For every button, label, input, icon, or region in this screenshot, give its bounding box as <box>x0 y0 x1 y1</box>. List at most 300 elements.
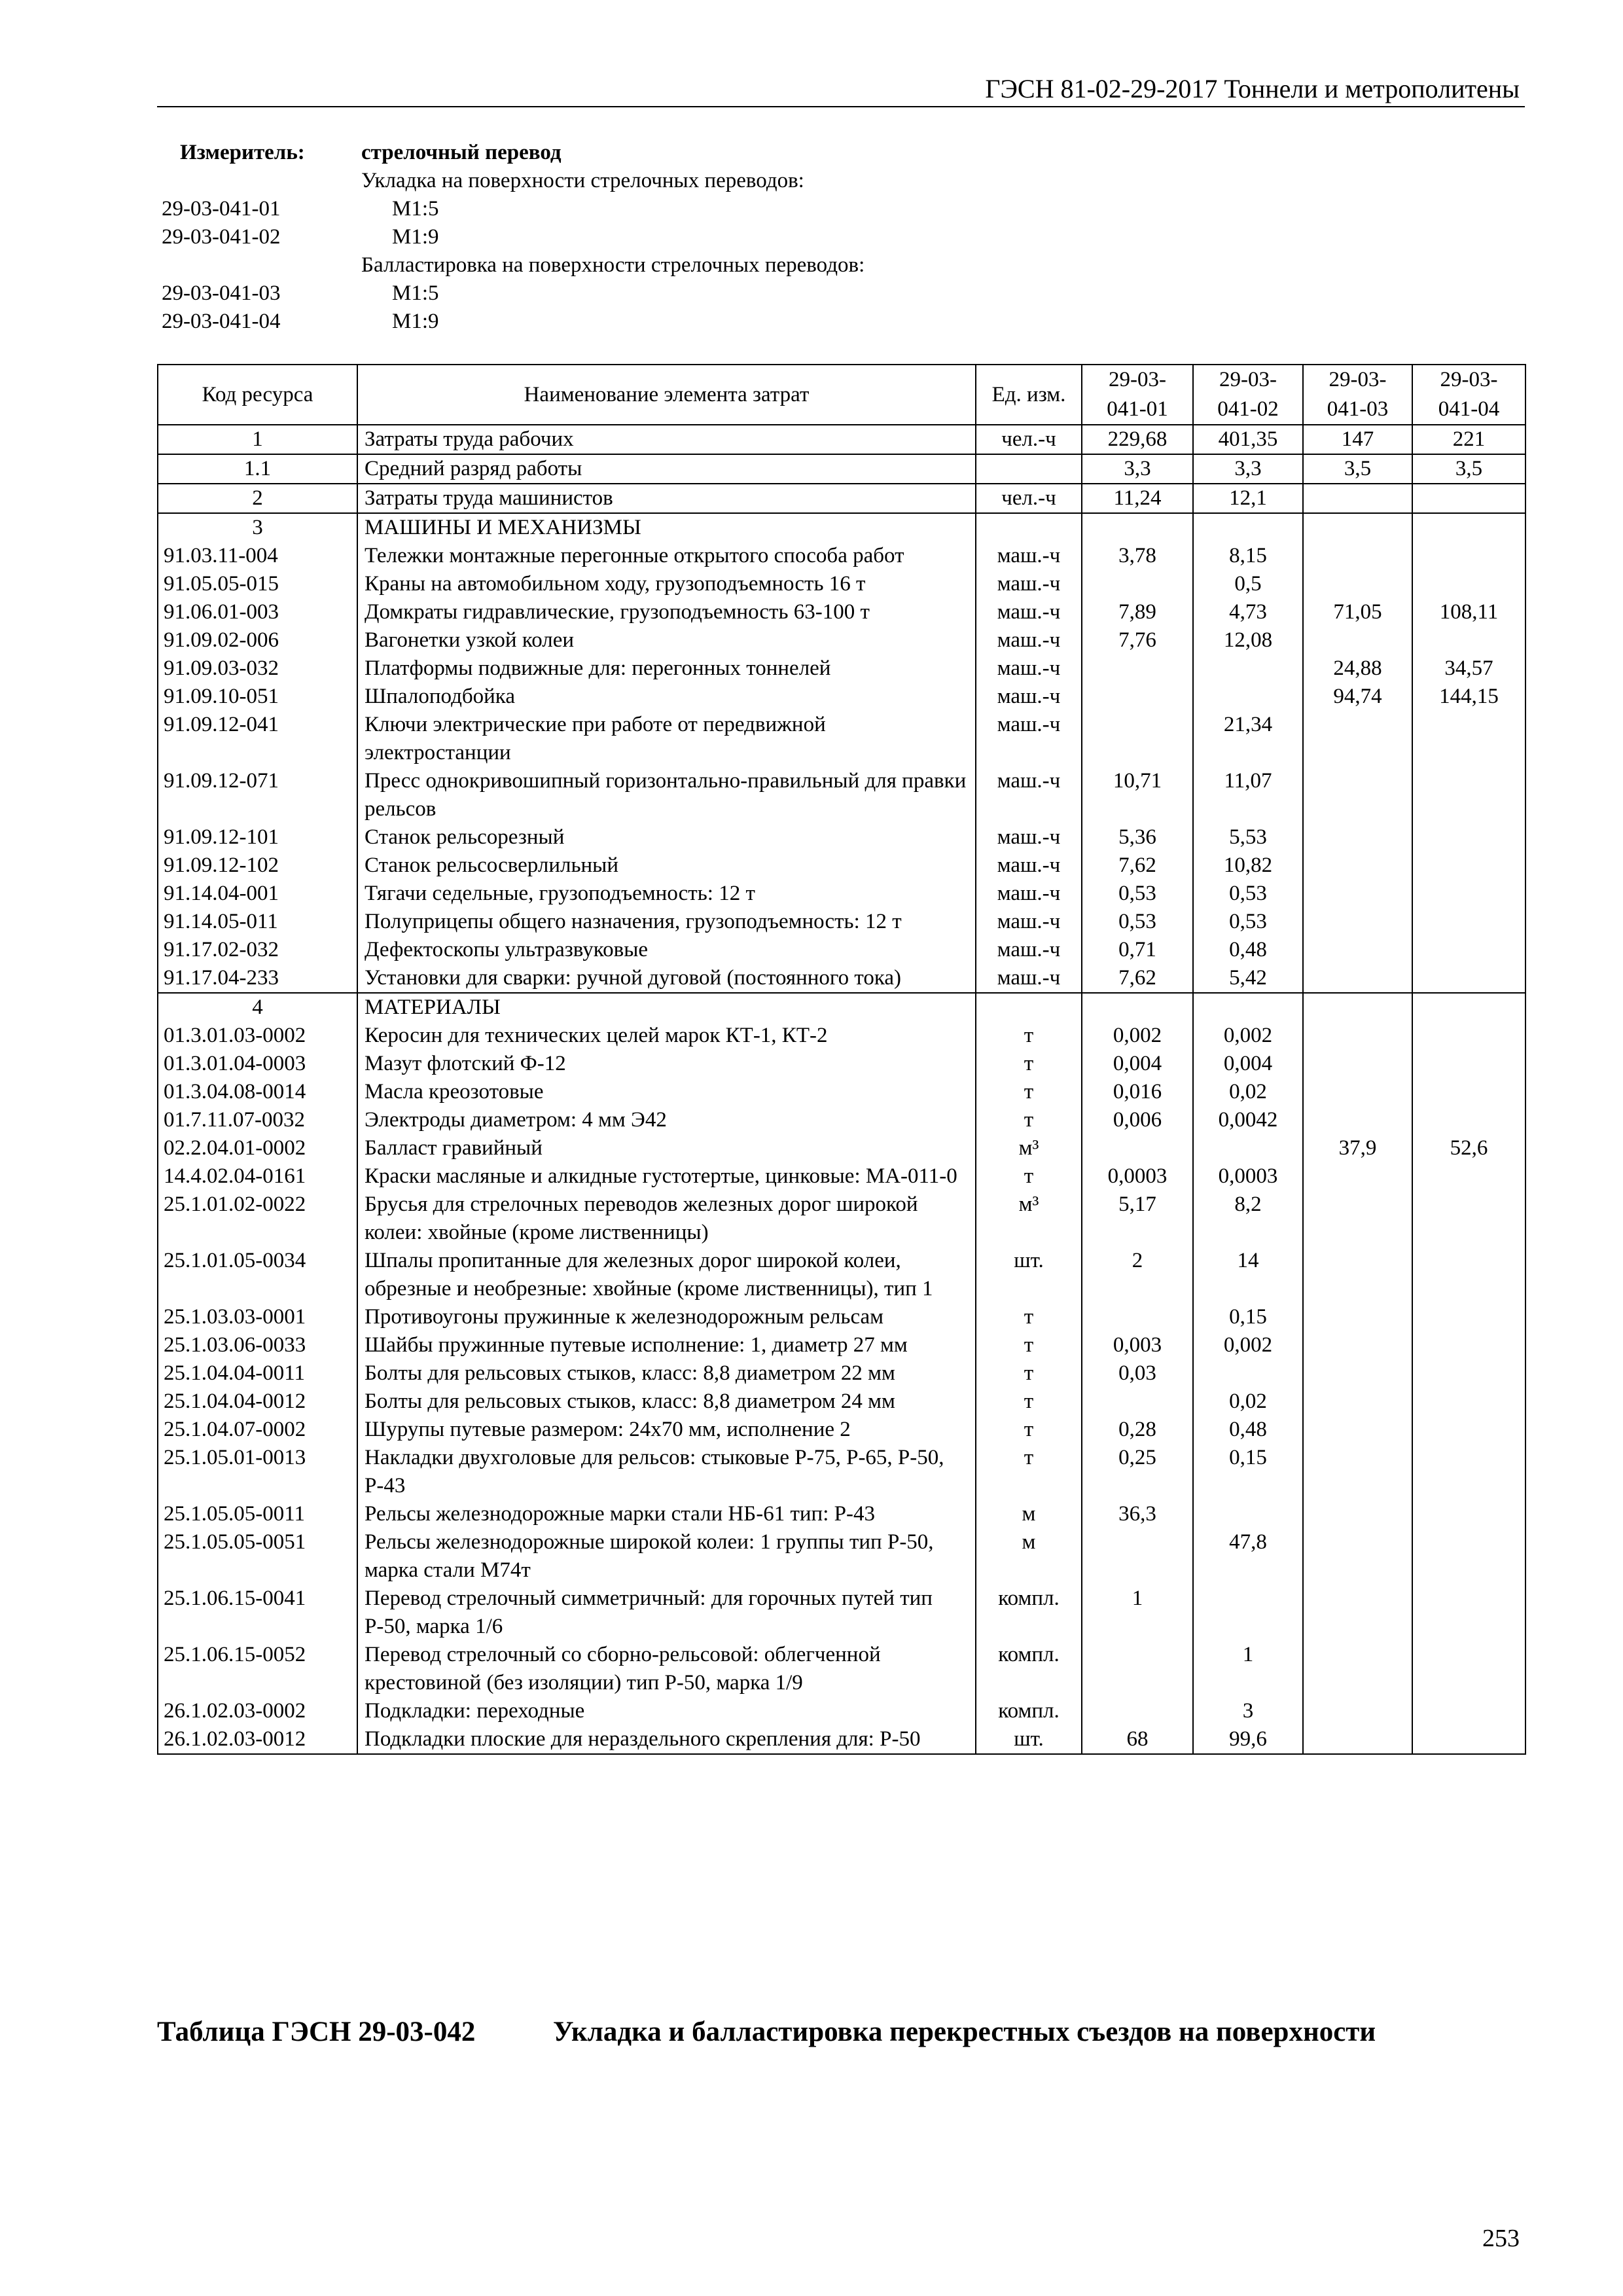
next-table-title: Укладка и балластировка перекрестных съездов на поверхности <box>553 2017 1376 2047</box>
table-row <box>158 908 1525 936</box>
cell-041-02: 401,35 <box>1193 425 1303 454</box>
cell-041-02: 3,3 <box>1193 454 1303 484</box>
cell-name: Тягачи седельные, грузоподъемность: 12 т <box>357 880 976 908</box>
cell-041-02: 0,15 <box>1193 1444 1303 1500</box>
cell-code: 91.14.05-011 <box>158 908 357 936</box>
cell-041-03 <box>1303 1078 1412 1106</box>
cell-041-01: 0,002 <box>1082 1022 1193 1050</box>
header-col-part: 041-04 <box>1438 397 1500 421</box>
meter-item-code: 29-03-041-01 <box>162 197 281 221</box>
cell-unit: т <box>976 1331 1082 1359</box>
cell-041-02: 10,82 <box>1193 852 1303 880</box>
cell-041-03 <box>1303 993 1412 1022</box>
cell-041-03 <box>1303 1247 1412 1303</box>
cell-041-01: 0,016 <box>1082 1078 1193 1106</box>
cell-041-01 <box>1082 1303 1193 1331</box>
cell-041-04 <box>1412 936 1525 964</box>
cell-code: 25.1.06.15-0041 <box>158 1585 357 1641</box>
table-row <box>158 1303 1525 1331</box>
cell-code: 25.1.05.05-0051 <box>158 1528 357 1585</box>
cell-unit: компл. <box>976 1585 1082 1641</box>
cell-041-03 <box>1303 570 1412 598</box>
table-row <box>158 1106 1525 1134</box>
cell-name: Перевод стрелочный со сборно-рельсовой: облегченной крестовиной (без изоляции) тип Р-50, марка 1/9 <box>357 1641 976 1697</box>
cell-unit: т <box>976 1162 1082 1191</box>
cell-041-01: 7,76 <box>1082 626 1193 655</box>
cell-unit: шт. <box>976 1247 1082 1303</box>
cell-041-03 <box>1303 626 1412 655</box>
table-row <box>158 1444 1525 1500</box>
cell-code: 91.09.12-102 <box>158 852 357 880</box>
cell-041-02 <box>1193 513 1303 542</box>
cell-code: 14.4.02.04-0161 <box>158 1162 357 1191</box>
table-row <box>158 683 1525 711</box>
cell-unit <box>976 513 1082 542</box>
next-table-label: Таблица ГЭСН 29-03-042 <box>157 2017 476 2047</box>
table-row <box>158 655 1525 683</box>
cell-041-04 <box>1412 1162 1525 1191</box>
cell-041-01: 11,24 <box>1082 484 1193 513</box>
cell-041-04 <box>1412 570 1525 598</box>
cell-name: Керосин для технических целей марок КТ-1, КТ-2 <box>357 1022 976 1050</box>
cell-041-03 <box>1303 1331 1412 1359</box>
cell-unit: т <box>976 1078 1082 1106</box>
cell-041-02: 0,004 <box>1193 1050 1303 1078</box>
cell-041-02: 0,48 <box>1193 936 1303 964</box>
cell-041-04 <box>1412 1444 1525 1500</box>
cell-name: Установки для сварки: ручной дуговой (постоянного тока) <box>357 964 976 993</box>
cell-code: 25.1.05.01-0013 <box>158 1444 357 1500</box>
cell-041-02: 0,53 <box>1193 880 1303 908</box>
cell-code: 91.17.02-032 <box>158 936 357 964</box>
table-row <box>158 1050 1525 1078</box>
table-row <box>158 425 1525 454</box>
cell-unit: маш.-ч <box>976 823 1082 852</box>
table-row <box>158 767 1525 823</box>
cell-041-04: 34,57 <box>1412 655 1525 683</box>
cell-041-01: 229,68 <box>1082 425 1193 454</box>
cell-code: 2 <box>158 484 357 513</box>
cell-041-03 <box>1303 964 1412 993</box>
cell-041-03 <box>1303 880 1412 908</box>
cell-name: Шпалоподбойка <box>357 683 976 711</box>
cell-041-02: 0,0003 <box>1193 1162 1303 1191</box>
cell-041-02 <box>1193 683 1303 711</box>
cell-041-03: 24,88 <box>1303 655 1412 683</box>
cell-name: Болты для рельсовых стыков, класс: 8,8 диаметром 24 мм <box>357 1388 976 1416</box>
cell-041-03 <box>1303 484 1412 513</box>
cell-041-04: 144,15 <box>1412 683 1525 711</box>
cell-name: Вагонетки узкой колеи <box>357 626 976 655</box>
cell-code: 91.09.03-032 <box>158 655 357 683</box>
cell-code: 26.1.02.03-0002 <box>158 1697 357 1725</box>
cell-041-03 <box>1303 852 1412 880</box>
cell-unit: т <box>976 1022 1082 1050</box>
cell-041-04 <box>1412 711 1525 767</box>
cell-041-01: 5,36 <box>1082 823 1193 852</box>
cell-041-02: 0,02 <box>1193 1078 1303 1106</box>
cell-041-01: 7,89 <box>1082 598 1193 626</box>
table-row <box>158 1134 1525 1162</box>
cell-code: 91.03.11-004 <box>158 542 357 570</box>
cell-041-01: 3,78 <box>1082 542 1193 570</box>
cell-041-04 <box>1412 964 1525 993</box>
cell-041-01: 0,28 <box>1082 1416 1193 1444</box>
cell-unit: компл. <box>976 1697 1082 1725</box>
cell-unit: маш.-ч <box>976 711 1082 767</box>
cell-code: 91.05.05-015 <box>158 570 357 598</box>
cell-041-01: 3,3 <box>1082 454 1193 484</box>
cell-041-01: 7,62 <box>1082 852 1193 880</box>
cell-041-02: 3 <box>1193 1697 1303 1725</box>
cell-code: 25.1.04.04-0012 <box>158 1388 357 1416</box>
cell-041-01: 5,17 <box>1082 1191 1193 1247</box>
cell-041-01: 7,62 <box>1082 964 1193 993</box>
cell-041-02: 21,34 <box>1193 711 1303 767</box>
cell-041-01 <box>1082 1388 1193 1416</box>
table-body <box>158 425 1525 1754</box>
cell-unit: т <box>976 1388 1082 1416</box>
cell-041-04 <box>1412 852 1525 880</box>
cell-code: 91.14.04-001 <box>158 880 357 908</box>
cell-041-01 <box>1082 711 1193 767</box>
table-row <box>158 711 1525 767</box>
cell-041-03 <box>1303 542 1412 570</box>
cell-041-03 <box>1303 1191 1412 1247</box>
cell-name: Балласт гравийный <box>357 1134 976 1162</box>
cell-name: Полуприцепы общего назначения, грузоподъемность: 12 т <box>357 908 976 936</box>
cell-041-03 <box>1303 767 1412 823</box>
cell-041-03 <box>1303 1444 1412 1500</box>
table-row <box>158 1022 1525 1050</box>
cell-name: Ключи электрические при работе от передвижной электростанции <box>357 711 976 767</box>
cell-unit: маш.-ч <box>976 908 1082 936</box>
cell-unit: т <box>976 1416 1082 1444</box>
header-col-041-01 <box>1082 365 1193 425</box>
cell-041-02: 0,15 <box>1193 1303 1303 1331</box>
cell-041-03 <box>1303 1388 1412 1416</box>
cell-unit: т <box>976 1050 1082 1078</box>
cell-041-01: 36,3 <box>1082 1500 1193 1528</box>
meter-group-2: Балластировка на поверхности стрелочных переводов: <box>361 253 865 277</box>
cell-name: Накладки двухголовые для рельсов: стыковые Р-75, Р-65, Р-50, Р-43 <box>357 1444 976 1500</box>
cell-code: 91.06.01-003 <box>158 598 357 626</box>
cell-name: Пресс однокривошипный горизонтально-правильный для правки рельсов <box>357 767 976 823</box>
cell-041-03 <box>1303 1416 1412 1444</box>
cell-041-02: 99,6 <box>1193 1725 1303 1754</box>
cell-unit: т <box>976 1444 1082 1500</box>
table-row <box>158 1359 1525 1388</box>
cell-041-04 <box>1412 1388 1525 1416</box>
meter-item-value: М1:5 <box>392 281 439 305</box>
cell-041-03 <box>1303 1303 1412 1331</box>
cell-name: Масла креозотовые <box>357 1078 976 1106</box>
cell-041-02: 0,5 <box>1193 570 1303 598</box>
cell-unit: маш.-ч <box>976 542 1082 570</box>
cell-041-01 <box>1082 570 1193 598</box>
meter-item-code: 29-03-041-03 <box>162 281 281 305</box>
cell-name: Подкладки: переходные <box>357 1697 976 1725</box>
cell-code: 91.17.04-233 <box>158 964 357 993</box>
cell-name: Затраты труда рабочих <box>357 425 976 454</box>
cell-041-04 <box>1412 1416 1525 1444</box>
cell-code: 02.2.04.01-0002 <box>158 1134 357 1162</box>
cell-code: 91.09.10-051 <box>158 683 357 711</box>
cell-041-02: 47,8 <box>1193 1528 1303 1585</box>
cell-code: 25.1.01.02-0022 <box>158 1191 357 1247</box>
cell-041-04: 221 <box>1412 425 1525 454</box>
cell-code: 01.3.01.04-0003 <box>158 1050 357 1078</box>
cell-code: 1.1 <box>158 454 357 484</box>
cell-041-04: 52,6 <box>1412 1134 1525 1162</box>
cell-041-04 <box>1412 767 1525 823</box>
cell-041-02 <box>1193 655 1303 683</box>
cell-code: 25.1.04.04-0011 <box>158 1359 357 1388</box>
cell-041-03 <box>1303 936 1412 964</box>
cell-unit: маш.-ч <box>976 880 1082 908</box>
cell-code: 26.1.02.03-0012 <box>158 1725 357 1754</box>
cell-041-04 <box>1412 1528 1525 1585</box>
cell-unit: шт. <box>976 1725 1082 1754</box>
cell-name: Станок рельсосверлильный <box>357 852 976 880</box>
cell-041-02 <box>1193 1359 1303 1388</box>
cell-041-04 <box>1412 1500 1525 1528</box>
cell-041-02: 0,002 <box>1193 1022 1303 1050</box>
cell-name: Тележки монтажные перегонные открытого способа работ <box>357 542 976 570</box>
meter-item-code: 29-03-041-02 <box>162 225 281 249</box>
cell-041-04 <box>1412 823 1525 852</box>
cell-name: Рельсы железнодорожные марки стали НБ-61 тип: Р-43 <box>357 1500 976 1528</box>
table-row <box>158 1078 1525 1106</box>
cell-code: 91.09.12-071 <box>158 767 357 823</box>
header-col-041-04 <box>1412 365 1525 425</box>
cell-unit: чел.-ч <box>976 484 1082 513</box>
cell-041-01: 0,004 <box>1082 1050 1193 1078</box>
cell-041-02: 8,2 <box>1193 1191 1303 1247</box>
cell-041-02: 4,73 <box>1193 598 1303 626</box>
cell-041-04 <box>1412 1106 1525 1134</box>
header-col-part: 041-03 <box>1327 397 1389 421</box>
cell-041-02 <box>1193 1134 1303 1162</box>
cell-041-04 <box>1412 1247 1525 1303</box>
cell-name: Платформы подвижные для: перегонных тоннелей <box>357 655 976 683</box>
cell-041-04 <box>1412 1191 1525 1247</box>
meter-item-value: М1:9 <box>392 310 439 333</box>
cell-code: 25.1.01.05-0034 <box>158 1247 357 1303</box>
cell-041-02: 14 <box>1193 1247 1303 1303</box>
table-row <box>158 823 1525 852</box>
cell-041-01 <box>1082 683 1193 711</box>
cell-unit: маш.-ч <box>976 598 1082 626</box>
cell-code: 01.3.04.08-0014 <box>158 1078 357 1106</box>
cell-name: Брусья для стрелочных переводов железных дорог широкой колеи: хвойные (кроме лиственницы) <box>357 1191 976 1247</box>
cell-name: МАТЕРИАЛЫ <box>357 993 976 1022</box>
cell-041-03 <box>1303 1585 1412 1641</box>
cell-041-02: 1 <box>1193 1641 1303 1697</box>
cell-041-04 <box>1412 1697 1525 1725</box>
cell-code: 25.1.05.05-0011 <box>158 1500 357 1528</box>
table-row <box>158 1641 1525 1697</box>
cell-041-03: 94,74 <box>1303 683 1412 711</box>
cell-unit: маш.-ч <box>976 570 1082 598</box>
table-row <box>158 880 1525 908</box>
cell-041-02: 0,002 <box>1193 1331 1303 1359</box>
meter-item-value: М1:9 <box>392 225 439 249</box>
cell-041-03 <box>1303 908 1412 936</box>
cell-041-04 <box>1412 1303 1525 1331</box>
cell-name: МАШИНЫ И МЕХАНИЗМЫ <box>357 513 976 542</box>
table-row <box>158 1191 1525 1247</box>
cell-041-01: 0,53 <box>1082 908 1193 936</box>
table-row <box>158 964 1525 993</box>
cell-name: Шайбы пружинные путевые исполнение: 1, диаметр 27 мм <box>357 1331 976 1359</box>
cell-unit: маш.-ч <box>976 655 1082 683</box>
cell-code: 3 <box>158 513 357 542</box>
table-row <box>158 484 1525 513</box>
table-row <box>158 1162 1525 1191</box>
resource-table <box>157 364 1526 1755</box>
table-row <box>158 852 1525 880</box>
table-row <box>158 936 1525 964</box>
cell-name: Средний разряд работы <box>357 454 976 484</box>
cell-041-01 <box>1082 1134 1193 1162</box>
header-unit: Ед. изм. <box>976 365 1082 425</box>
document-header-title: ГЭСН 81-02-29-2017 Тоннели и метрополитены <box>985 74 1520 103</box>
cell-name: Станок рельсорезный <box>357 823 976 852</box>
cell-041-03 <box>1303 1050 1412 1078</box>
cell-041-01: 0,0003 <box>1082 1162 1193 1191</box>
table-row <box>158 1585 1525 1641</box>
table-row <box>158 1331 1525 1359</box>
cell-041-01 <box>1082 1697 1193 1725</box>
cell-041-03 <box>1303 1162 1412 1191</box>
meter-value: стрелочный перевод <box>361 141 562 164</box>
cell-041-04 <box>1412 484 1525 513</box>
cell-name: Рельсы железнодорожные широкой колеи: 1 группы тип Р-50, марка стали М74т <box>357 1528 976 1585</box>
header-name: Наименование элемента затрат <box>357 365 976 425</box>
table-row <box>158 1388 1525 1416</box>
cell-name: Шурупы путевые размером: 24х70 мм, исполнение 2 <box>357 1416 976 1444</box>
cell-041-03 <box>1303 1022 1412 1050</box>
cell-041-02: 8,15 <box>1193 542 1303 570</box>
meter-group-1: Укладка на поверхности стрелочных переводов: <box>361 169 804 192</box>
cell-041-03: 71,05 <box>1303 598 1412 626</box>
cell-041-03 <box>1303 513 1412 542</box>
cell-name: Краски масляные и алкидные густотертые, цинковые: МА-011-0 <box>357 1162 976 1191</box>
cell-code: 25.1.06.15-0052 <box>158 1641 357 1697</box>
page-number: 253 <box>1482 2225 1520 2252</box>
cell-041-04 <box>1412 1641 1525 1697</box>
cell-041-01 <box>1082 1528 1193 1585</box>
table-row <box>158 454 1525 484</box>
cell-041-02 <box>1193 993 1303 1022</box>
cell-unit: м <box>976 1500 1082 1528</box>
cell-041-02: 0,0042 <box>1193 1106 1303 1134</box>
cell-041-01: 68 <box>1082 1725 1193 1754</box>
table-row <box>158 1528 1525 1585</box>
cell-041-02: 5,53 <box>1193 823 1303 852</box>
cell-code: 91.09.12-101 <box>158 823 357 852</box>
cell-041-01: 1 <box>1082 1585 1193 1641</box>
cell-041-03 <box>1303 1106 1412 1134</box>
cell-name: Затраты труда машинистов <box>357 484 976 513</box>
header-col-part: 041-02 <box>1217 397 1279 421</box>
cell-unit: т <box>976 1359 1082 1388</box>
cell-041-04 <box>1412 1022 1525 1050</box>
cell-code: 25.1.03.03-0001 <box>158 1303 357 1331</box>
cell-041-04 <box>1412 880 1525 908</box>
cell-name: Болты для рельсовых стыков, класс: 8,8 диаметром 22 мм <box>357 1359 976 1388</box>
header-col-part: 041-01 <box>1107 397 1168 421</box>
cell-041-02: 0,48 <box>1193 1416 1303 1444</box>
cell-041-03 <box>1303 1725 1412 1754</box>
header-code: Код ресурса <box>158 365 357 425</box>
cell-041-01: 0,53 <box>1082 880 1193 908</box>
table-row <box>158 598 1525 626</box>
cell-041-04 <box>1412 626 1525 655</box>
table-row <box>158 1247 1525 1303</box>
cell-041-03: 3,5 <box>1303 454 1412 484</box>
cell-name: Подкладки плоские для нераздельного скрепления для: Р-50 <box>357 1725 976 1754</box>
cell-041-03: 147 <box>1303 425 1412 454</box>
cell-unit: м <box>976 1528 1082 1585</box>
cell-041-03 <box>1303 823 1412 852</box>
cell-041-01 <box>1082 993 1193 1022</box>
cell-name: Перевод стрелочный симметричный: для горочных путей тип Р-50, марка 1/6 <box>357 1585 976 1641</box>
cell-code: 01.7.11.07-0032 <box>158 1106 357 1134</box>
cell-041-04 <box>1412 1725 1525 1754</box>
cell-041-04: 108,11 <box>1412 598 1525 626</box>
cell-041-03 <box>1303 1359 1412 1388</box>
table-row <box>158 1725 1525 1754</box>
cell-041-01: 2 <box>1082 1247 1193 1303</box>
cell-code: 4 <box>158 993 357 1022</box>
cell-unit: маш.-ч <box>976 964 1082 993</box>
cell-unit: т <box>976 1106 1082 1134</box>
table-row <box>158 542 1525 570</box>
cell-code: 25.1.04.07-0002 <box>158 1416 357 1444</box>
cell-041-01: 0,003 <box>1082 1331 1193 1359</box>
table-row <box>158 513 1525 542</box>
table-row <box>158 993 1525 1022</box>
header-col-part: 29-03- <box>1440 368 1498 391</box>
cell-041-01 <box>1082 655 1193 683</box>
cell-unit: маш.-ч <box>976 936 1082 964</box>
cell-041-04 <box>1412 1585 1525 1641</box>
cell-041-04 <box>1412 513 1525 542</box>
cell-code: 91.09.12-041 <box>158 711 357 767</box>
cell-041-01 <box>1082 513 1193 542</box>
meter-item-code: 29-03-041-04 <box>162 310 281 333</box>
cell-041-03 <box>1303 1697 1412 1725</box>
table-row <box>158 1416 1525 1444</box>
cell-041-02: 0,53 <box>1193 908 1303 936</box>
cell-unit: чел.-ч <box>976 425 1082 454</box>
cell-041-04: 3,5 <box>1412 454 1525 484</box>
cell-041-04 <box>1412 1078 1525 1106</box>
cell-041-02 <box>1193 1500 1303 1528</box>
cell-unit: т <box>976 1303 1082 1331</box>
table-row <box>158 570 1525 598</box>
cell-041-04 <box>1412 993 1525 1022</box>
cell-code: 25.1.03.06-0033 <box>158 1331 357 1359</box>
cell-unit: м³ <box>976 1191 1082 1247</box>
header-col-part: 29-03- <box>1329 368 1387 391</box>
header-rule <box>157 106 1525 107</box>
cell-041-01: 0,03 <box>1082 1359 1193 1388</box>
cell-unit: компл. <box>976 1641 1082 1697</box>
cell-name: Мазут флотский Ф-12 <box>357 1050 976 1078</box>
